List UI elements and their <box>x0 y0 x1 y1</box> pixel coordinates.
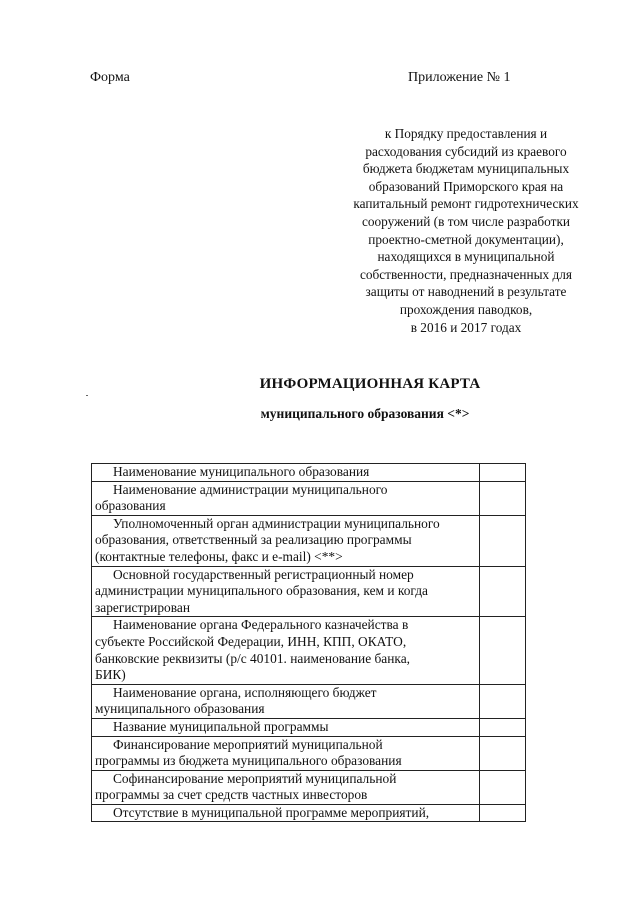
row-label-line: программы за счет средств частных инвесторов <box>95 787 368 803</box>
row-label-line: Наименование органа, исполняющего бюджет <box>113 684 377 700</box>
info-card-table <box>91 463 526 822</box>
row-value-cell[interactable] <box>480 770 526 804</box>
appendix-line: образований Приморского края на <box>368 178 564 194</box>
row-label <box>92 481 480 515</box>
table-row <box>92 804 526 822</box>
table-row <box>92 617 526 684</box>
row-label <box>92 804 480 822</box>
row-label-line: субъекте Российской Федерации, ИНН, КПП, ОКАТО, <box>95 633 407 649</box>
row-label <box>92 718 480 736</box>
row-label-line: зарегистрирован <box>95 599 190 615</box>
row-label-line: образования, ответственный за реализацию программы <box>95 532 412 548</box>
appendix-line: сооружений (в том числе разработки <box>361 213 571 229</box>
row-label-line: Наименование муниципального образования <box>113 464 370 479</box>
appendix-line: расходования субсидий из краевого <box>365 143 567 159</box>
row-label <box>92 736 480 770</box>
row-label <box>92 770 480 804</box>
table-row <box>92 736 526 770</box>
appendix-line: находящихся в муниципальной <box>377 249 555 265</box>
table-row <box>92 515 526 566</box>
row-label <box>92 515 480 566</box>
row-label <box>92 464 480 482</box>
row-label-line: Название муниципальной программы <box>113 718 329 734</box>
row-label-line: администрации муниципального образования, кем и когда <box>95 583 428 599</box>
row-label <box>92 684 480 718</box>
appendix-line: к Порядку предоставления и <box>384 126 548 141</box>
row-label-line: (контактные телефоны, факс и e-mail) <**> <box>95 548 343 564</box>
table-row <box>92 481 526 515</box>
row-value-cell[interactable] <box>480 684 526 718</box>
row-value-cell[interactable] <box>480 718 526 736</box>
row-value-cell[interactable] <box>480 515 526 566</box>
appendix-line: бюджета бюджетам муниципальных <box>362 161 570 177</box>
row-label <box>92 566 480 617</box>
row-label-line: Софинансирование мероприятий муниципальной <box>113 770 397 786</box>
row-label-line: программы из бюджета муниципального образования <box>95 753 402 769</box>
appendix-line: проектно-сметной документации), <box>368 231 564 247</box>
row-label-line: Наименование администрации муниципального <box>113 481 388 497</box>
row-value-cell[interactable] <box>480 804 526 822</box>
row-label-line: Уполномоченный орган администрации муниципального <box>113 515 440 531</box>
appendix-line: защиты от наводнений в результате <box>365 284 567 300</box>
row-label-line: БИК) <box>95 667 126 683</box>
row-value-cell[interactable] <box>480 481 526 515</box>
row-label-line: муниципального образования <box>95 701 265 717</box>
table-row <box>92 718 526 736</box>
row-value-cell[interactable] <box>480 736 526 770</box>
table-row <box>92 684 526 718</box>
table-row <box>92 566 526 617</box>
row-label-line: образования <box>95 498 166 514</box>
form-label: Форма <box>90 70 130 85</box>
appendix-line: собственности, предназначенных для <box>359 266 573 282</box>
document-title: ИНФОРМАЦИОННАЯ КАРТА <box>259 376 481 392</box>
row-label-line: Основной государственный регистрационный номер <box>113 566 414 582</box>
row-value-cell[interactable] <box>480 464 526 482</box>
row-label-line: Отсутствие в муниципальной программе мероприятий, <box>113 804 430 820</box>
appendix-line: прохождения паводков, <box>399 301 533 317</box>
appendix-line: в 2016 и 2017 годах <box>410 319 522 335</box>
row-label-line: Финансирование мероприятий муниципальной <box>113 736 383 752</box>
row-label <box>92 617 480 684</box>
document-subtitle: муниципального образования <*> <box>260 406 470 421</box>
appendix-line: капитальный ремонт гидротехнических <box>353 196 579 212</box>
appendix-reference <box>335 125 597 336</box>
table-row <box>92 464 526 482</box>
scan-mark <box>86 395 88 396</box>
row-label-line: Наименование органа Федерального казначейства в <box>113 617 409 633</box>
row-value-cell[interactable] <box>480 566 526 617</box>
row-value-cell[interactable] <box>480 617 526 684</box>
row-label-line: банковские реквизиты (р/с 40101. наименование банка, <box>95 650 410 666</box>
table-row <box>92 770 526 804</box>
appendix-number: Приложение № 1 <box>408 70 511 85</box>
